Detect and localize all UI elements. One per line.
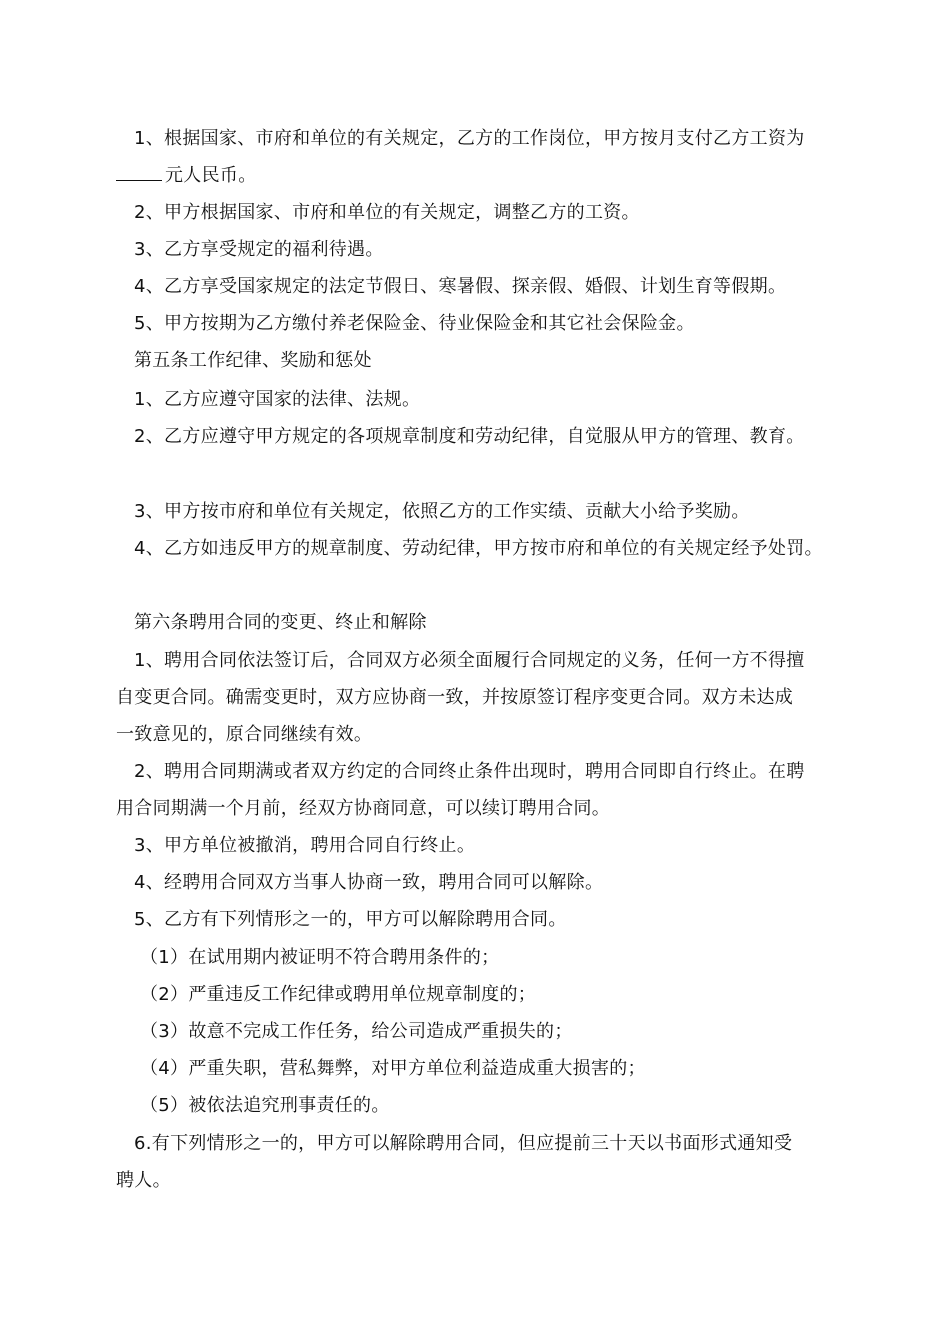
dismissal-clause: 5、乙方有下列情形之一的，甲方可以解除聘用合同。 [134,909,567,930]
mutual-termination-clause: 4、经聘用合同双方当事人协商一致，聘用合同可以解除。 [134,872,604,893]
insurance-clause: 5、甲方按期为乙方缴付养老保险金、待业保险金和其它社会保险金。 [134,313,695,334]
wage-clause: 1、根据国家、市府和单位的有关规定，乙方的工作岗位，甲方按月支付乙方工资为 [134,128,805,149]
article-five-heading: 第五条工作纪律、奖励和惩处 [134,350,372,371]
dismissal-case-2: （2）严重违反工作纪律或聘用单位规章制度的； [140,984,537,1005]
discipline-clause-1: 1、乙方应遵守国家的法律、法规。 [134,389,421,410]
contract-expiry-clause: 2、聘用合同期满或者双方约定的合同终止条件出现时，聘用合同即自行终止。在聘 [134,761,805,782]
dismissal-case-5: （5）被依法追究刑事责任的。 [140,1095,390,1116]
contract-expiry-clause-line-2: 用合同期满一个月前，经双方协商同意，可以续订聘用合同。 [116,798,611,819]
notice-termination-clause-line-2: 聘人。 [116,1170,171,1191]
contract-change-clause: 1、聘用合同依法签订后，合同双方必须全面履行合同规定的义务，任何一方不得擅 [134,650,805,671]
discipline-clause-2: 2、乙方应遵守甲方规定的各项规章制度和劳动纪律，自觉服从甲方的管理、教育。 [134,426,805,447]
wage-amount-blank [116,164,162,181]
wage-clause-continued-text: 元人民币。 [165,165,257,186]
welfare-clause: 3、乙方享受规定的福利待遇。 [134,239,384,260]
penalty-clause: 4、乙方如违反甲方的规章制度、劳动纪律，甲方按市府和单位的有关规定经予处罚。 [134,538,823,559]
dismissal-case-4: （4）严重失职，营私舞弊，对甲方单位利益造成重大损害的； [140,1058,646,1079]
reward-clause: 3、甲方按市府和单位有关规定，依照乙方的工作实绩、贡献大小给予奖励。 [134,501,750,522]
dismissal-case-3: （3）故意不完成工作任务，给公司造成严重损失的； [140,1021,573,1042]
contract-change-clause-line-2: 自变更合同。确需变更时，双方应协商一致，并按原签订程序变更合同。双方未达成 [116,687,794,708]
holiday-clause: 4、乙方享受国家规定的法定节假日、寒暑假、探亲假、婚假、计划生育等假期。 [134,276,787,297]
notice-termination-clause: 6.有下列情形之一的，甲方可以解除聘用合同，但应提前三十天以书面形式通知受 [134,1133,793,1154]
wage-adjustment-clause: 2、甲方根据国家、市府和单位的有关规定，调整乙方的工资。 [134,202,640,223]
contract-change-clause-line-3: 一致意见的，原合同继续有效。 [116,724,373,745]
unit-revoked-clause: 3、甲方单位被撤消，聘用合同自行终止。 [134,835,476,856]
dismissal-case-1: （1）在试用期内被证明不符合聘用条件的； [140,947,500,968]
wage-clause-continued [116,164,257,188]
article-six-heading: 第六条聘用合同的变更、终止和解除 [134,612,427,633]
